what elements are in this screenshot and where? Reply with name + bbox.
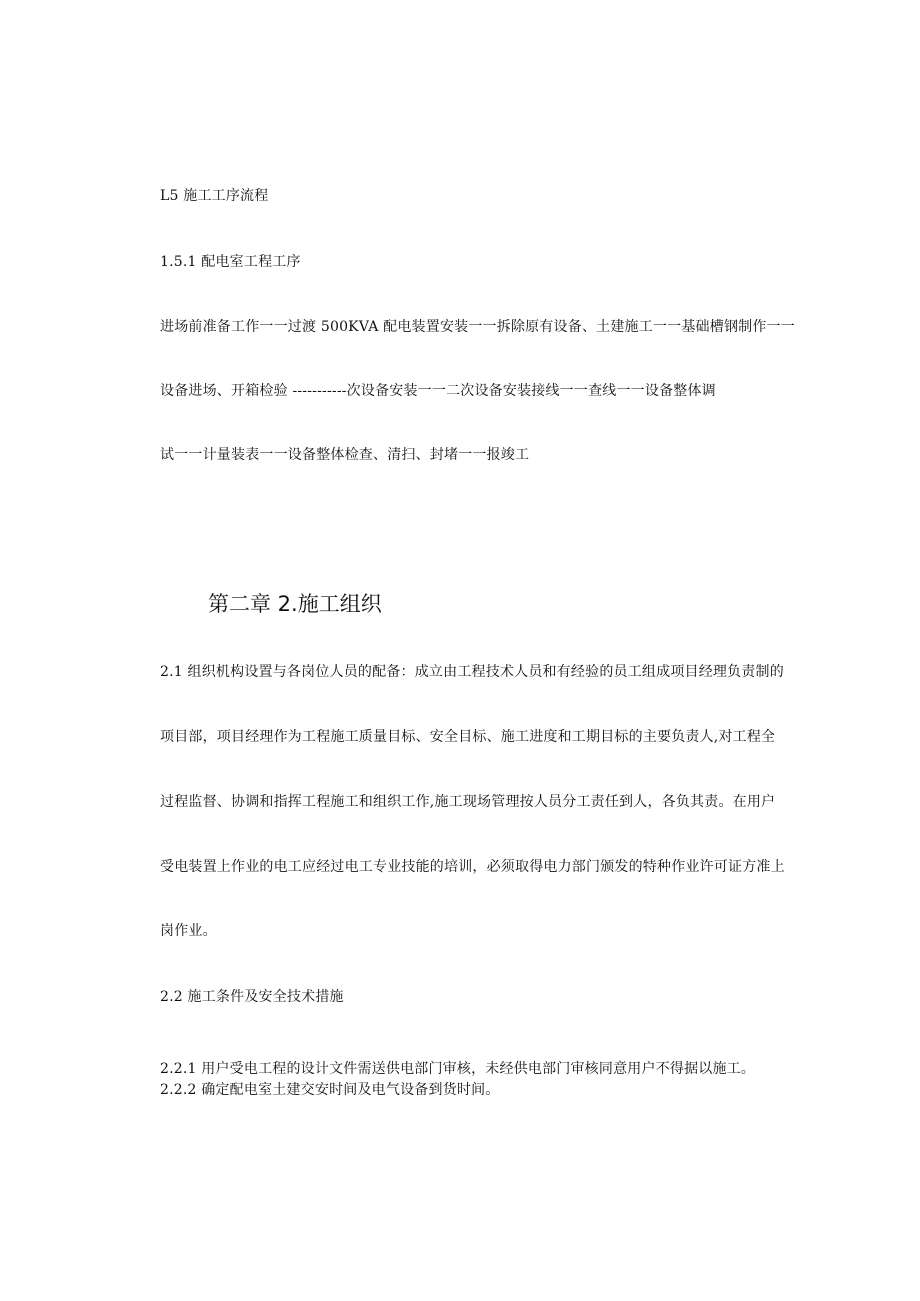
paragraph-line-1: 2.1 组织机构设置与各岗位人员的配备：成立由工程技术人员和有经验的员工组成项目经理负责制的 [160, 664, 784, 680]
list-item: 2.2.1 用户受电工程的设计文件需送供电部门审核，未经供电部门审核同意用户不得据以施工。 [160, 1061, 756, 1077]
paragraph-line-3: 过程监督、协调和指挥工程施工和组织工作,施工现场管理按人员分工责任到人，各负其责。在用户 [160, 794, 776, 810]
flow-line-1: 进场前准备工作一一过渡 500KVA 配电装置安装一一拆除原有设备、土建施工一一基础槽钢制作一一 [160, 319, 795, 335]
paragraph-line-4: 受电装置上作业的电工应经过电工专业技能的培训，必须取得电力部门颁发的特种作业许可证方准上 [160, 859, 785, 875]
subsection-title: 2.2 施工条件及安全技术措施 [160, 989, 344, 1005]
paragraph-line-2: 项目部，项目经理作为工程施工质量目标、安全目标、施工进度和工期目标的主要负责人,对工程全 [160, 729, 776, 745]
list-item: 2.2.2 确定配电室土建交安时间及电气设备到货时间。 [160, 1082, 500, 1098]
subsection-title: 1.5.1 配电室工程工序 [160, 254, 301, 270]
paragraph-line-5: 岗作业。 [160, 923, 217, 939]
flow-line-3: 试一一计量装表一一设备整体检查、清扫、封堵一一报竣工 [160, 447, 530, 463]
chapter-heading: 第二章 2.施工组织 [208, 592, 382, 616]
section-title: L5 施工工序流程 [160, 188, 269, 204]
flow-line-2: 设备进场、开箱检验 -----------次设备安装一一二次设备安装接线一一查线一一设备整体调 [160, 383, 716, 399]
